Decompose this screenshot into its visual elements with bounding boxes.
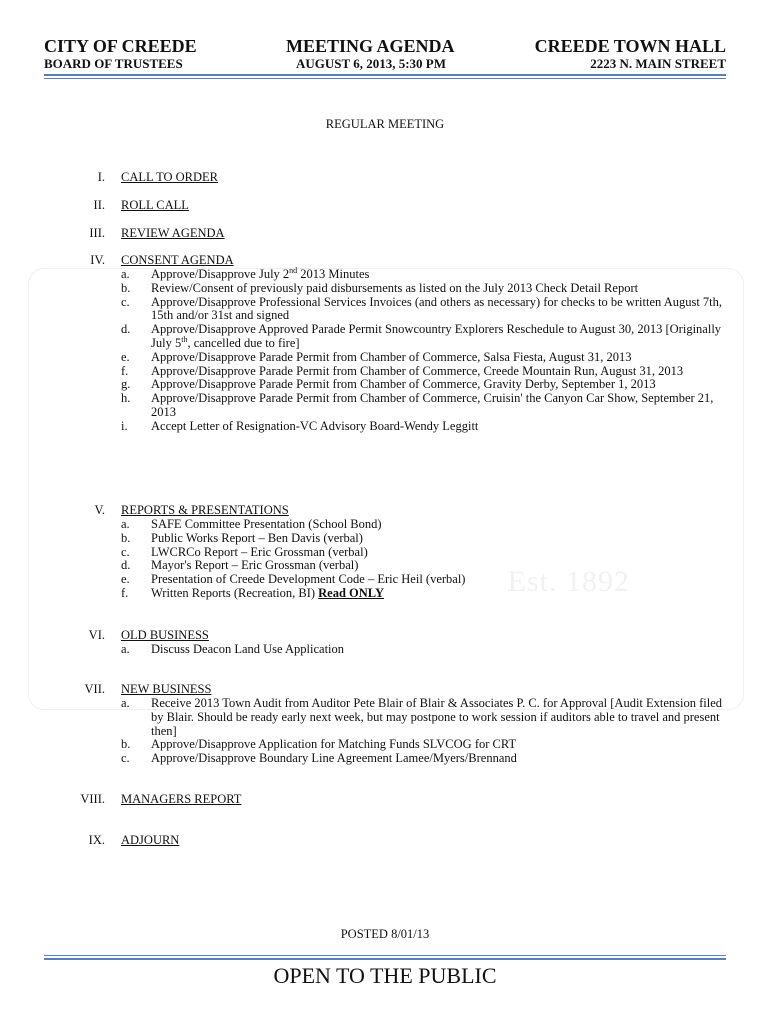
item-list xyxy=(121,518,731,601)
section-title: REVIEW AGENDA xyxy=(121,226,225,240)
footer-rule-thin xyxy=(44,955,726,956)
city-name: CITY OF CREEDE xyxy=(44,36,197,56)
item-text: Approve/Disapprove Parade Permit from Chamber of Commerce, Cruisin' the Canyon Car Show, September 21, 2013 xyxy=(151,391,714,419)
item-letter: a. xyxy=(121,517,130,531)
list-item xyxy=(121,697,731,738)
item-text: Public Works Report – Ben Davis (verbal) xyxy=(151,530,363,545)
item-text: Receive 2013 Town Audit from Auditor Pete Blair of Blair & Associates P. C. for Approval [Audit Extension filed by Blair. Should be ready early next week, but may postpone to work session if auditors able to travel and present then] xyxy=(151,696,723,738)
section-number: V. xyxy=(94,503,105,517)
list-item xyxy=(121,365,731,379)
item-letter: h. xyxy=(121,391,131,406)
item-letter: e. xyxy=(121,572,130,587)
item-text: 2013 Minutes xyxy=(297,267,370,281)
item-letter: d. xyxy=(121,558,131,573)
list-item xyxy=(121,559,731,573)
item-text: LWCRCo Report – Eric Grossman (verbal) xyxy=(151,544,368,559)
item-text: Approve/Disapprove Approved Parade Permit Snowcountry Explorers Reschedule to August 30, 2013 [Originally July 5 xyxy=(151,322,722,350)
item-letter: c. xyxy=(121,751,130,766)
watermark-text: Est. 1892 xyxy=(507,565,630,598)
list-item xyxy=(121,296,731,324)
read-only-note: Read ONLY xyxy=(318,585,385,600)
list-item xyxy=(121,546,731,560)
item-list xyxy=(121,265,731,434)
item-letter: g. xyxy=(121,377,131,392)
list-item xyxy=(121,420,731,434)
section-title: MANAGERS REPORT xyxy=(121,792,242,806)
list-item xyxy=(121,282,731,296)
list-item xyxy=(121,532,731,546)
list-item xyxy=(121,378,731,392)
section-number: II. xyxy=(93,198,105,212)
footer-notice: OPEN TO THE PUBLIC xyxy=(273,963,497,988)
section-title: REPORTS & PRESENTATIONS xyxy=(121,503,289,517)
section-title: CALL TO ORDER xyxy=(121,170,218,184)
section-number: VIII. xyxy=(80,792,105,806)
item-text: Approve/Disapprove Parade Permit from Chamber of Commerce, Creede Mountain Run, August 31, 2013 xyxy=(151,363,684,378)
header-rule-thin xyxy=(44,78,726,79)
item-letter: a. xyxy=(121,642,130,656)
list-item xyxy=(121,265,731,282)
section-number: IV. xyxy=(90,253,105,267)
section-number: VII. xyxy=(84,682,105,696)
list-item xyxy=(121,752,731,766)
section-title: ADJOURN xyxy=(121,833,180,847)
item-letter: d. xyxy=(121,322,131,337)
item-letter: e. xyxy=(121,349,130,364)
item-text: SAFE Committee Presentation (School Bond) xyxy=(151,517,382,531)
item-letter: c. xyxy=(121,544,130,559)
posted-date: POSTED 8/01/13 xyxy=(340,927,430,941)
item-text: Approve/Disapprove Parade Permit from Chamber of Commerce, Salsa Fiesta, August 31, 2013 xyxy=(151,349,632,364)
section-title: NEW BUSINESS xyxy=(121,682,212,696)
list-item xyxy=(121,351,731,365)
section-number: I. xyxy=(97,170,105,184)
list-item xyxy=(121,738,731,752)
item-text: Review/Consent of previously paid disbursements as listed on the July 2013 Check Detail Report xyxy=(151,280,639,295)
item-text: Mayor's Report – Eric Grossman (verbal) xyxy=(151,558,359,573)
section-number: VI. xyxy=(88,628,105,642)
section-number: IX. xyxy=(88,833,105,847)
item-text: Discuss Deacon Land Use Application xyxy=(151,642,345,656)
item-text: , cancelled due to fire] xyxy=(187,335,300,350)
section-title: OLD BUSINESS xyxy=(121,628,209,642)
item-text: Approve/Disapprove July 2 xyxy=(151,267,290,281)
item-text: Approve/Disapprove Application for Matching Funds SLVCOG for CRT xyxy=(151,737,517,752)
list-item xyxy=(121,392,731,420)
item-superscript: nd xyxy=(289,265,298,275)
item-letter: b. xyxy=(121,530,131,545)
list-item xyxy=(121,518,731,532)
item-list xyxy=(121,643,731,657)
header-rule xyxy=(44,74,726,76)
footer-rule xyxy=(44,958,726,960)
section-title: CONSENT AGENDA xyxy=(121,253,234,267)
list-item xyxy=(121,323,731,351)
board-name: BOARD OF TRUSTEES xyxy=(44,56,183,71)
item-letter: f. xyxy=(121,363,129,378)
section-title: ROLL CALL xyxy=(121,198,189,212)
list-item xyxy=(121,587,731,601)
item-text: Accept Letter of Resignation-VC Advisory Board-Wendy Leggitt xyxy=(151,418,479,433)
item-letter: b. xyxy=(121,280,131,295)
item-letter: f. xyxy=(121,585,129,600)
item-text: Approve/Disapprove Parade Permit from Chamber of Commerce, Gravity Derby, September 1, 2013 xyxy=(151,377,656,392)
list-item xyxy=(121,573,731,587)
venue-address: 2223 N. MAIN STREET xyxy=(590,56,726,71)
item-list xyxy=(121,697,731,766)
document-title: MEETING AGENDA xyxy=(286,36,455,56)
item-text: Presentation of Creede Development Code – Eric Heil (verbal) xyxy=(151,572,466,587)
venue-name: CREEDE TOWN HALL xyxy=(534,36,726,56)
item-letter: c. xyxy=(121,294,130,309)
section-number: III. xyxy=(89,226,105,240)
item-text: Written Reports (Recreation, BI) xyxy=(151,585,319,600)
item-text: Approve/Disapprove Boundary Line Agreement Lamee/Myers/Brennand xyxy=(151,751,517,766)
meeting-date: AUGUST 6, 2013, 5:30 PM xyxy=(296,56,446,71)
item-letter: b. xyxy=(121,737,131,752)
meeting-type: REGULAR MEETING xyxy=(325,117,445,131)
item-letter: a. xyxy=(121,696,130,710)
list-item xyxy=(121,643,731,657)
item-letter: i. xyxy=(121,418,128,433)
item-text: Approve/Disapprove Professional Services Invoices (and others as necessary) for checks to be written August 7th, 15th and/or 31st and signed xyxy=(151,294,723,323)
item-superscript: th xyxy=(181,334,188,344)
item-letter: a. xyxy=(121,267,130,281)
